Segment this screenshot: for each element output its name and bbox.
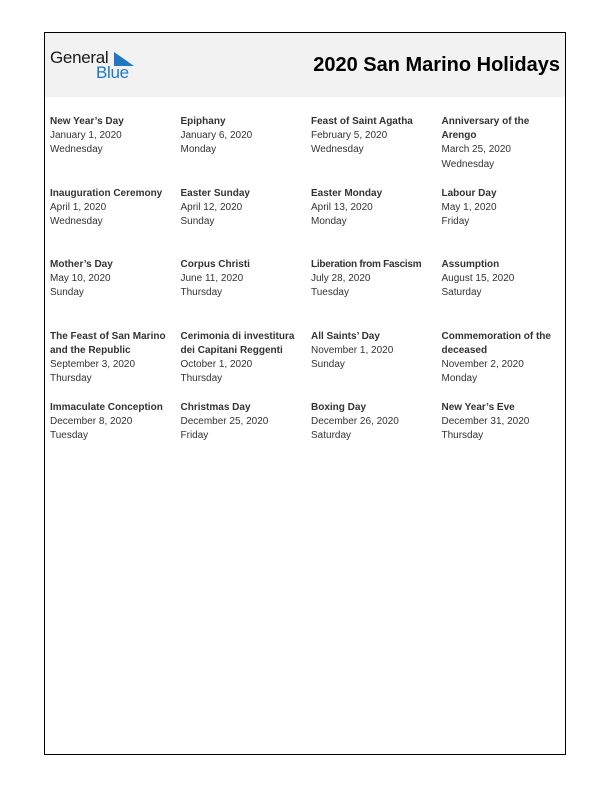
- holiday-date: January 1, 2020: [50, 130, 122, 142]
- holiday-name: New Year’s Day: [50, 116, 124, 127]
- holiday-name: Commemoration of the deceased: [441, 330, 551, 356]
- holiday-date: May 10, 2020: [50, 273, 111, 285]
- holiday-weekday: Wednesday: [50, 215, 103, 227]
- holiday-weekday: Thursday: [180, 287, 223, 299]
- holiday-item: [442, 187, 567, 259]
- holiday-grid: [50, 115, 566, 473]
- holiday-name: All Saints’ Day: [311, 330, 380, 342]
- holiday-weekday: Monday: [311, 215, 347, 227]
- holiday-item: [442, 330, 567, 402]
- holiday-item: [50, 115, 181, 187]
- holiday-date: November 1, 2020: [311, 344, 394, 356]
- holiday-date: December 31, 2020: [441, 416, 530, 428]
- holiday-name: Corpus Christi: [180, 259, 250, 270]
- holiday-date: May 1, 2020: [441, 201, 497, 213]
- holiday-weekday: Friday: [441, 215, 470, 227]
- holiday-date: October 1, 2020: [180, 358, 253, 370]
- holiday-name: Easter Monday: [311, 187, 383, 199]
- generalblue-logo: [50, 48, 140, 84]
- holiday-name: Inauguration Ceremony: [50, 187, 163, 199]
- holiday-date: April 1, 2020: [50, 201, 107, 213]
- holiday-weekday: Thursday: [50, 373, 92, 385]
- holiday-item: [50, 258, 181, 330]
- holiday-date: December 8, 2020: [50, 416, 133, 428]
- holiday-weekday: Saturday: [441, 287, 482, 299]
- holiday-date: February 5, 2020: [311, 130, 388, 142]
- holiday-weekday: Friday: [180, 430, 209, 442]
- holiday-weekday: Tuesday: [311, 287, 349, 299]
- holiday-date: March 25, 2020: [441, 144, 511, 156]
- holiday-date: August 15, 2020: [441, 273, 515, 285]
- holiday-weekday: Sunday: [180, 215, 215, 227]
- holiday-item: [442, 401, 567, 473]
- holiday-date: April 12, 2020: [180, 201, 243, 213]
- holiday-item: [311, 187, 442, 259]
- holiday-date: April 13, 2020: [311, 201, 373, 213]
- holiday-date: November 2, 2020: [441, 358, 524, 370]
- holiday-item: [442, 258, 567, 330]
- holiday-name: Feast of Saint Agatha: [311, 116, 413, 127]
- header-band: [45, 33, 565, 97]
- holiday-weekday: Monday: [441, 373, 478, 385]
- page-frame: [44, 32, 566, 755]
- holiday-name: Cerimonia di investitura dei Capitani Reggenti: [180, 330, 295, 356]
- holiday-date: December 25, 2020: [180, 416, 269, 428]
- holiday-name: Mother’s Day: [50, 259, 113, 270]
- holiday-item: [311, 258, 442, 330]
- holiday-item: [311, 115, 442, 187]
- holiday-weekday: Monday: [180, 144, 217, 156]
- holiday-date: July 28, 2020: [311, 273, 371, 285]
- holiday-name: Immaculate Conception: [50, 402, 163, 413]
- holiday-date: January 6, 2020: [180, 130, 253, 142]
- logo-word-general: General: [50, 48, 109, 67]
- holiday-item: [50, 187, 181, 259]
- holiday-weekday: Sunday: [50, 287, 84, 299]
- holiday-item: [311, 330, 442, 402]
- page-title: 2020 San Marino Holidays: [313, 54, 560, 76]
- holiday-date: December 26, 2020: [311, 416, 399, 428]
- holiday-weekday: Sunday: [311, 358, 345, 370]
- holiday-name: Epiphany: [180, 116, 226, 127]
- holiday-item: [50, 330, 181, 402]
- holiday-name: Christmas Day: [180, 402, 251, 413]
- holiday-item: [181, 115, 312, 187]
- holiday-item: [50, 401, 181, 473]
- holiday-weekday: Tuesday: [50, 430, 88, 442]
- holiday-item: [181, 401, 312, 473]
- holiday-weekday: Saturday: [311, 430, 352, 442]
- holiday-date: September 3, 2020: [50, 358, 136, 370]
- holiday-weekday: Wednesday: [50, 144, 103, 156]
- holiday-weekday: Thursday: [441, 430, 484, 442]
- holiday-name: New Year’s Eve: [441, 402, 515, 413]
- holiday-weekday: Wednesday: [441, 158, 495, 170]
- logo-word-blue: Blue: [96, 63, 129, 82]
- holiday-name: Anniversary of the Arengo: [441, 116, 530, 142]
- holiday-name: The Feast of San Marino and the Republic: [50, 330, 166, 356]
- holiday-name: Easter Sunday: [180, 187, 250, 199]
- holiday-weekday: Thursday: [180, 373, 223, 385]
- holiday-item: [181, 330, 312, 402]
- holiday-name: Boxing Day: [311, 402, 367, 413]
- holiday-name: Liberation from Fascism: [311, 259, 422, 270]
- holiday-item: [181, 258, 312, 330]
- holiday-item: [442, 115, 567, 187]
- holiday-item: [181, 187, 312, 259]
- holiday-name: Assumption: [441, 259, 500, 270]
- holiday-weekday: Wednesday: [311, 144, 364, 156]
- holiday-date: June 11, 2020: [180, 273, 244, 285]
- holiday-name: Labour Day: [441, 187, 497, 199]
- holiday-item: [311, 401, 442, 473]
